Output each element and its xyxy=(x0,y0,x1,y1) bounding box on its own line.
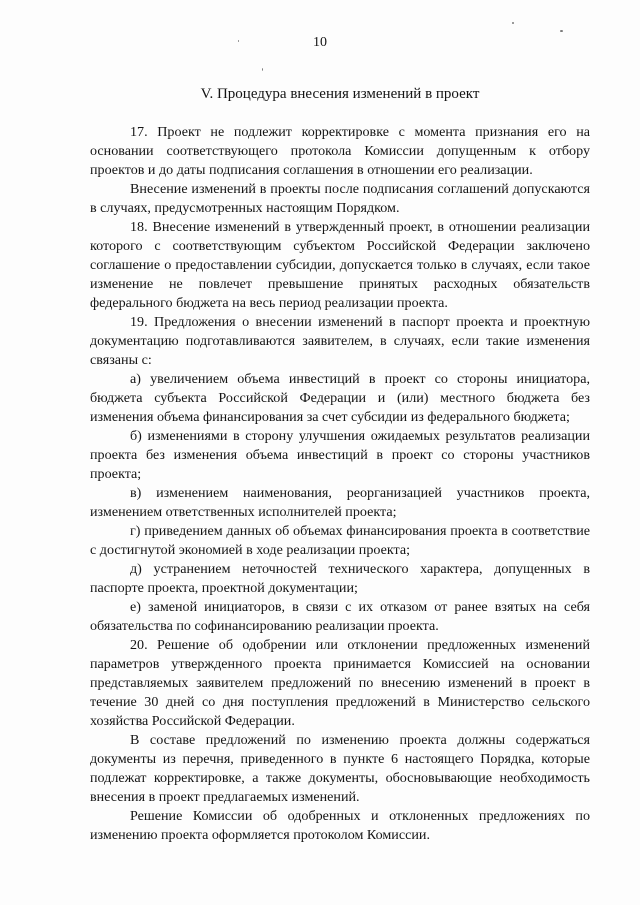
scan-speck xyxy=(262,68,263,71)
scan-speck xyxy=(238,40,239,42)
paragraph: 20. Решение об одобрении или отклонении предложенных изменений параметров утвержденного проекта принимается Комиссией на основании представляемых заявителем предложений по внесению изменений в проект в течение 30 дней со дня поступления предложений в Министерство сельского хозяйства Российской Федерации. xyxy=(90,637,590,729)
section-title: V. Процедура внесения изменений в проект xyxy=(200,86,480,102)
list-item: г) приведением данных об объемах финансирования проекта в соответствие с достигнутой экономией в ходе реализации проекта; xyxy=(90,523,590,558)
paragraph: Решение Комиссии об одобренных и отклоненных предложениях по изменению проекта оформляется протоколом Комиссии. xyxy=(90,808,590,843)
body-text xyxy=(90,123,590,845)
paragraph: 17. Проект не подлежит корректировке с момента признания его на основании соответствующего протокола Комиссии допущенным к отбору проектов и до даты подписания соглашения в отношении его реализации. xyxy=(90,124,590,178)
paragraph: В составе предложений по изменению проекта должны содержаться документы из перечня, приведенного в пункте 6 настоящего Порядка, которые подлежат корректировке, а также документы, обосновывающие необходимость внесения в проект предлагаемых изменений. xyxy=(90,732,590,805)
paragraph: 18. Внесение изменений в утвержденный проект, в отношении реализации которого с соответствующим субъектом Российской Федерации заключено соглашение о предоставлении субсидии, допускается только в случаях, если такое изменение не повлечет превышение принятых расходных обязательств федерального бюджета на весь период реализации проекта. xyxy=(90,219,590,311)
list-item: д) устранением неточностей технического характера, допущенных в паспорте проекта, проектной документации; xyxy=(90,561,590,596)
list-item: е) заменой инициаторов, в связи с их отказом от ранее взятых на себя обязательства по софинансированию реализации проекта. xyxy=(90,599,590,634)
scan-speck xyxy=(560,30,563,32)
page-number: 10 xyxy=(313,35,327,50)
paragraph: Внесение изменений в проекты после подписания соглашений допускаются в случаях, предусмотренных настоящим Порядком. xyxy=(90,181,590,216)
list-item: а) увеличением объема инвестиций в проект со стороны инициатора, бюджета субъекта Российской Федерации и (или) местного бюджета без изменения объема финансирования за счет субсидии из федерального бюджета; xyxy=(90,371,590,425)
scan-speck xyxy=(512,22,514,24)
paragraph: 19. Предложения о внесении изменений в паспорт проекта и проектную документацию подготавливаются заявителем, в случаях, если такие изменения связаны с: xyxy=(90,314,590,368)
list-item: в) изменением наименования, реорганизацией участников проекта, изменением ответственных исполнителей проекта; xyxy=(90,485,590,520)
list-item: б) изменениями в сторону улучшения ожидаемых результатов реализации проекта без изменения объема инвестиций в проект со стороны участников проекта; xyxy=(90,428,590,482)
